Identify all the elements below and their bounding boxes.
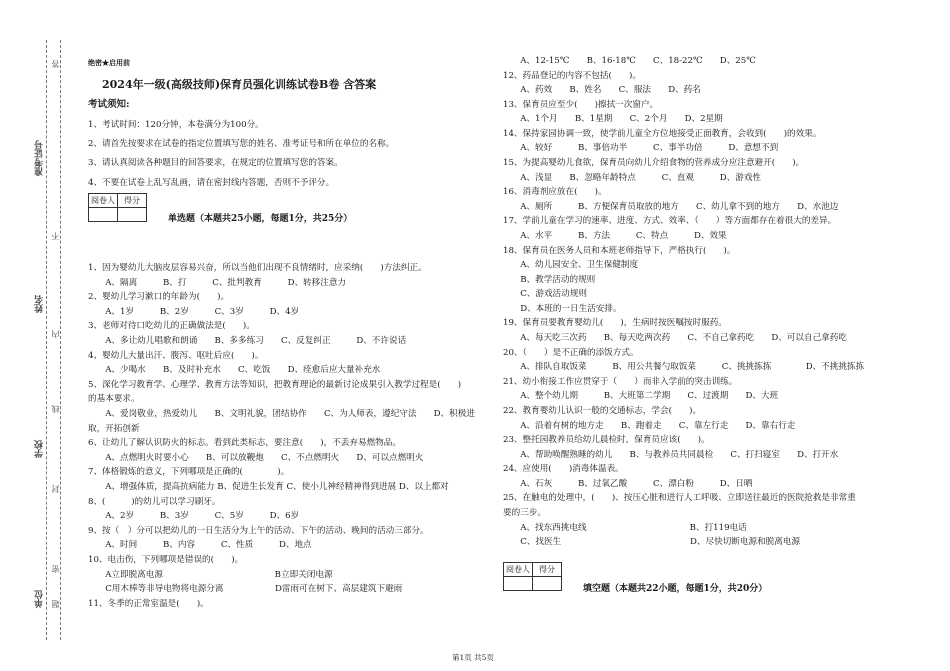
question-line: A、较好 B、事倍功半 C、事半功倍 D、意想不到 xyxy=(503,143,779,154)
notice-item: 1、考试时间：120分钟，本卷满分为100分。 xyxy=(88,120,264,130)
question-line: C用木棒等非导电物将电源分离 D雷雨可在树下、高层建筑下避雨 xyxy=(88,584,403,595)
question-line: B、教学活动的规则 xyxy=(503,274,596,285)
reviewer-cell: 阅卷人 xyxy=(504,563,533,577)
question-stem: 8、( )的幼儿可以学习刷牙。 xyxy=(88,496,221,507)
question-line: D、本班的一日生活安排。 xyxy=(503,303,622,314)
school-label: 学校 xyxy=(35,440,45,458)
left-column xyxy=(88,0,498,671)
question-stem: 11、冬季的正常室温是( )。 xyxy=(88,598,209,609)
question-line: A、帮助唤醒熟睡的幼儿 B、与教养员共同晨检 C、打扫寝室 D、打开水 xyxy=(503,449,839,460)
score-cell: 得分 xyxy=(118,194,147,208)
unit-label: 单位 xyxy=(35,590,45,608)
seal-mark: 封 xyxy=(51,485,60,493)
question-stem: 20、（ ）是不正确的添饭方式。 xyxy=(503,347,639,358)
question-stem: 10、电击伤，下列哪项是错误的( )。 xyxy=(88,555,244,565)
question-line: A、幼儿园安全、卫生保健制度 xyxy=(503,260,639,271)
question-line: A、2岁 B、3岁 C、5岁 D、6岁 xyxy=(88,511,300,522)
question-line: A、时间 B、内容 C、性质 D、地点 xyxy=(88,540,312,551)
question-line: 要的三步。 xyxy=(503,507,546,518)
page-title: 2024年一级(高级技师)保育员强化训练试卷B卷 含答案 xyxy=(102,78,377,91)
reviewer-blank[interactable] xyxy=(89,208,118,222)
question-stem: 24、应使用( )消毒体温表。 xyxy=(503,464,624,475)
page-number: 第1页 共5页 xyxy=(452,653,494,662)
candidate-number-label: 准考证号 xyxy=(35,140,45,176)
seal-mark: 题 xyxy=(51,600,60,608)
question-stem: 12、药品登记的内容不包括( )。 xyxy=(503,70,641,81)
question-line: A、沿着有树的地方走 B、跑着走 C、靠左行走 D、靠右行走 xyxy=(503,420,796,431)
question-stem: 6、让幼儿了解认识防火的标志。看到此类标志，要注意( )，不丢弃易燃物品。 xyxy=(88,438,401,449)
question-line: 取，开拓创新 xyxy=(88,423,140,434)
question-stem: 3、老师对待口吃幼儿的正确做法是( )。 xyxy=(88,321,255,332)
question-stem: 4、婴幼儿大量出汗、腹泻、呕吐后应( )。 xyxy=(88,350,264,361)
question-stem: 18、保育员在医务人员和本班老师指导下，严格执行( )。 xyxy=(503,245,736,256)
question-line: A、隔离 B、打 C、批判教育 D、转移注意力 xyxy=(88,277,347,288)
score-blank[interactable] xyxy=(533,577,562,591)
question-line: A、找东西挑电线 B、打119电话 xyxy=(503,522,747,533)
notice-item: 4、不要在试卷上乱写乱画，请在密封线内答题，否则不予评分。 xyxy=(88,178,335,188)
section-title-fill-blank: 填空题（本题共22小题，每题1分，共20分） xyxy=(583,584,768,594)
question-line: A、石灰 B、过氧乙酸 C、漂白粉 D、日晒 xyxy=(503,478,753,489)
score-table-2 xyxy=(503,562,562,591)
notice-item: 3、请认真阅读各种题目的回答要求，在规定的位置填写您的答案。 xyxy=(88,158,343,168)
question-stem: 15、为提高婴幼儿食欲，保育员向幼儿介绍食物的营养成分应注意避开( )。 xyxy=(503,158,805,169)
question-line: A、每天吃三次药 B、每天吃两次药 C、不自己拿药吃 D、可以自己拿药吃 xyxy=(503,333,847,344)
question-stem: 7、体格锻炼的意义，下列哪项是正确的( )。 xyxy=(88,467,290,478)
reviewer-cell: 阅卷人 xyxy=(89,194,118,208)
seal-mark: 答 xyxy=(51,60,60,68)
score-cell: 得分 xyxy=(533,563,562,577)
question-stem: 17、学前儿童在学习的速率、进度、方式、效率、（ ）等方面都存在着很大的差异。 xyxy=(503,216,837,227)
score-blank[interactable] xyxy=(118,208,147,222)
question-stem: 5、深化学习教育学、心理学、教育方法等知识，把教育理论的最新讨论成果引入教学过程是( ) xyxy=(88,379,462,390)
binding-line-inner xyxy=(60,40,61,640)
question-line: C、找医生 D、尽快切断电源和脱离电源 xyxy=(503,537,801,548)
question-line: A、增强体质，提高抗病能力 B、促进生长发育 C、使小儿神经精神得到进展 D、以上都对 xyxy=(88,482,449,492)
question-stem: 21、幼小衔接工作应贯穿于（ ）而非入学前的突击训练。 xyxy=(503,376,738,387)
section-title-single-choice: 单选题（本题共25小题，每题1分，共25分） xyxy=(168,214,353,224)
question-stem: 14、保持家园协调一致，使学前儿童全方位地接受正面教育，会收到( )的效果。 xyxy=(503,128,822,139)
question-stem: 1、因为婴幼儿大脑皮层容易兴奋，所以当他们出现不良情绪时，应采纳( )方法纠正。 xyxy=(88,263,427,273)
question-line: A、爱岗敬业，热爱幼儿 B、文明礼貌，团结协作 C、为人师表，遵纪守法 D、积极进 xyxy=(88,409,475,419)
binding-line-outer xyxy=(46,40,47,640)
right-column xyxy=(503,0,943,671)
question-stem: 25、在触电的处理中，( )、按压心脏和进行人工呼吸、立即送往最近的医院抢救是非常重 xyxy=(503,493,856,504)
question-line: A、1岁 B、2岁 C、3岁 D、4岁 xyxy=(88,306,300,317)
seal-mark: 内 xyxy=(51,330,60,338)
question-stem: 16、消毒剂应放在( )。 xyxy=(503,187,607,198)
question-line: A、整个幼儿期 B、大班第二学期 C、过渡期 D、大班 xyxy=(503,391,779,402)
confidential-mark: 绝密★启用前 xyxy=(88,58,130,67)
notice-item: 2、请首先按要求在试卷的指定位置填写您的姓名、准考证号和所在单位的名称。 xyxy=(88,139,395,149)
question-line: A、12-15℃ B、16-18℃ C、18-22℃ D、25℃ xyxy=(503,56,756,66)
name-label: 姓名 xyxy=(35,295,45,313)
reviewer-blank[interactable] xyxy=(504,577,533,591)
question-line: A、1个月 B、1星期 C、2个月 D、2星期 xyxy=(503,114,723,125)
seal-mark: 线 xyxy=(51,405,60,413)
question-stem: 9、按（ ）分可以把幼儿的一日生活分为上午的活动、下午的活动、晚间的活动三部分。 xyxy=(88,525,429,536)
notice-title: 考试须知: xyxy=(88,99,130,110)
question-line: A、浅显 B、忽略年龄特点 C、直观 D、游戏性 xyxy=(503,172,762,183)
score-table-1 xyxy=(88,193,147,222)
question-line: C、游戏活动规则 xyxy=(503,289,587,300)
question-line: A、点燃明火时要小心 B、可以放鞭炮 C、不点燃明火 D、可以点燃明火 xyxy=(88,452,424,463)
question-line: A、水平 B、方法 C、特点 D、效果 xyxy=(503,230,727,241)
question-line: A、排队自取饭菜 B、用公共餐勺取饭菜 C、挑挑拣拣 D、不挑挑拣拣 xyxy=(503,362,865,373)
seal-mark: 不 xyxy=(51,232,60,240)
question-line: 的基本要求。 xyxy=(88,394,140,405)
question-line: A、药效 B、姓名 C、服法 D、药名 xyxy=(503,85,701,96)
question-stem: 2、婴幼儿学习漱口的年龄为( )。 xyxy=(88,292,230,303)
question-line: A、少喝水 B、及时补充水 C、吃饭 D、痊愈后应大量补充水 xyxy=(88,365,381,376)
question-line: A立即脱离电源 B立即关闭电源 xyxy=(88,569,333,580)
question-line: A、厕所 B、方便保育员取放的地方 C、幼儿拿不到的地方 D、水池边 xyxy=(503,201,839,212)
question-stem: 23、整托园教养员给幼儿晨检时，保育员应该( )。 xyxy=(503,435,710,446)
seal-mark: 密 xyxy=(51,565,60,573)
question-line: A、多让幼儿唱歌和朗诵 B、多多练习 C、反复纠正 D、不许说话 xyxy=(88,336,407,346)
question-stem: 22、教育婴幼儿认识一般的交通标志，学会( )。 xyxy=(503,405,702,416)
question-stem: 19、保育员要教育婴幼儿( )，生病时按医嘱按时服药。 xyxy=(503,318,727,329)
question-stem: 13、保育员应至少( )擦拭一次窗户。 xyxy=(503,99,659,110)
